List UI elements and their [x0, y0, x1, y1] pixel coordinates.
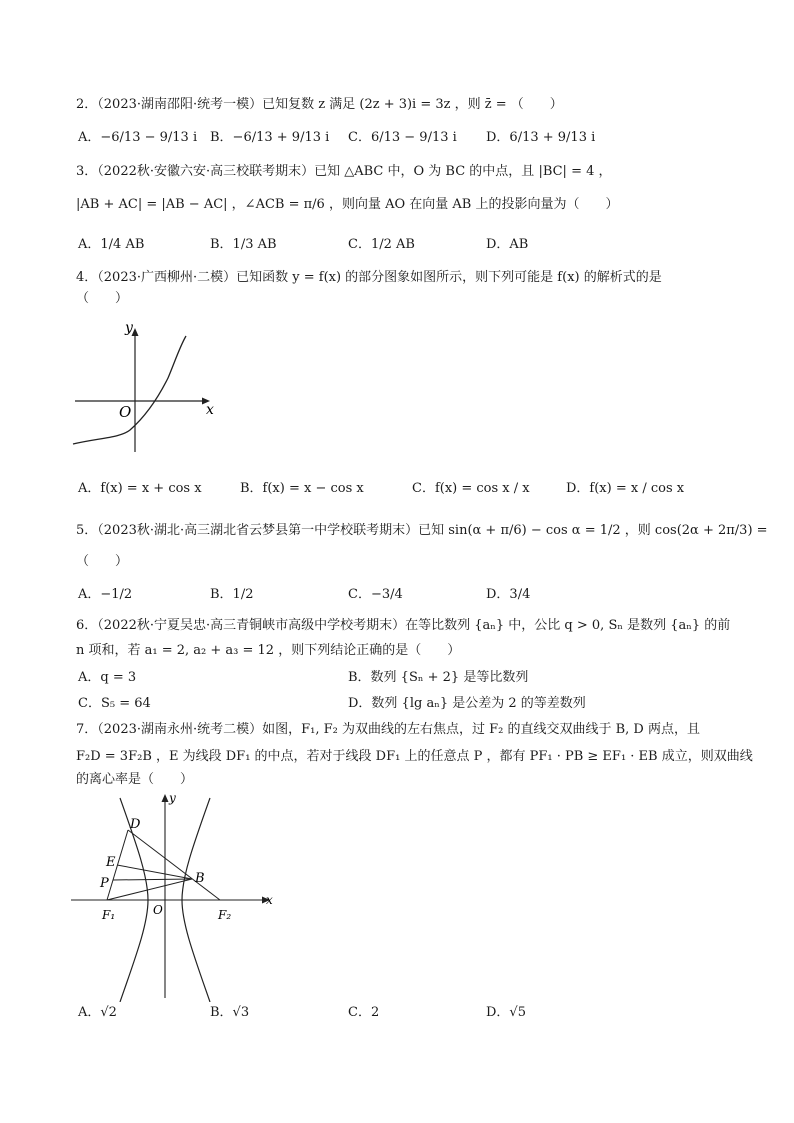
- q4-stem-line1: 4．（2023·广西柳州·二模）已知函数 y = f(x) 的部分图象如图所示，则下列可能是 f(x) 的解析式的是: [76, 270, 662, 285]
- q7-stem-line2: F₂D = 3F₂B ，E 为线段 DF₁ 的中点，若对于线段 DF₁ 上的任意点 P ，都有 PF₁ · PB ≥ EF₁ · EB 成立，则双曲线: [76, 749, 753, 764]
- q7-segment-eb: [117, 865, 192, 879]
- q4-option-b: B．f(x) = x − cos x: [240, 481, 364, 496]
- q3-option-d: D．AB: [486, 237, 529, 252]
- q4-origin-label: O: [119, 403, 132, 421]
- q3-option-a: A．1/4 AB: [78, 237, 145, 252]
- q4-option-a: A．f(x) = x + cos x: [78, 481, 202, 496]
- q4-option-d: D．f(x) = x / cos x: [566, 481, 685, 496]
- q7-label-e: E: [106, 855, 116, 870]
- q4-y-label: y: [125, 320, 133, 336]
- q4-x-label: x: [206, 402, 214, 418]
- q6-option-b: B．数列 {Sₙ + 2} 是等比数列: [348, 670, 529, 685]
- q7-label-d: D: [130, 817, 141, 832]
- q7-hyperbola-figure: [68, 788, 280, 1002]
- q7-label-b: B: [195, 871, 205, 886]
- q6-option-d: D．数列 {lg aₙ} 是公差为 2 的等差数列: [348, 696, 586, 711]
- q5-stem-line1: 5．（2023秋·湖北·高三湖北省云梦县第一中学校联考期末）已知 sin(α + π/6) − cos α = 1/2 ，则 cos(2α + 2π/3) =: [76, 523, 768, 538]
- q7-segment-pb: [113, 879, 192, 880]
- q2-option-d: D．6/13 + 9/13 i: [486, 130, 596, 145]
- q4-function-curve: [73, 336, 186, 444]
- q5-option-a: A．−1/2: [78, 587, 133, 602]
- q3-option-b: B．1/3 AB: [210, 237, 277, 252]
- q5-stem-line2: （ ）: [76, 554, 129, 569]
- q7-stem-line3: 的离心率是（ ）: [76, 772, 194, 787]
- q2-option-a: A．−6/13 − 9/13 i: [78, 130, 198, 145]
- q7-segment-f1b: [107, 879, 192, 900]
- q6-option-c: C．S₅ = 64: [78, 696, 151, 711]
- q7-option-b: B．√3: [210, 1005, 250, 1020]
- q4-function-graph: [68, 316, 228, 458]
- q6-stem-line1: 6．（2022秋·宁夏吴忠·高三青铜峡市高级中学校考期末）在等比数列 {aₙ} 中，公比 q > 0, Sₙ 是数列 {aₙ} 的前: [76, 618, 731, 633]
- q5-option-b: B．1/2: [210, 587, 254, 602]
- q7-y-axis-arrow: [162, 794, 169, 802]
- q7-label-y: y: [169, 791, 176, 805]
- q4-option-c: C．f(x) = cos x / x: [412, 481, 530, 496]
- q5-option-d: D．3/4: [486, 587, 531, 602]
- q7-option-c: C．2: [348, 1005, 380, 1020]
- q5-option-c: C．−3/4: [348, 587, 403, 602]
- q3-stem-line2: |AB + AC| = |AB − AC| ，∠ACB = π/6 ，则向量 AO 在向量 AB 上的投影向量为（ ）: [76, 197, 619, 212]
- q7-label-x: x: [266, 893, 273, 907]
- q7-option-d: D．√5: [486, 1005, 526, 1020]
- q6-stem-line2: n 项和，若 a₁ = 2, a₂ + a₃ = 12 ，则下列结论正确的是（ ）: [76, 643, 461, 658]
- q2-option-b: B．−6/13 + 9/13 i: [210, 130, 330, 145]
- q7-label-p: P: [100, 876, 109, 891]
- q2-stem: 2．（2023·湖南邵阳·统考一模）已知复数 z 满足 (2z + 3)i = 3z ，则 z̄ = （ ）: [76, 97, 563, 112]
- q6-option-a: A．q = 3: [78, 670, 137, 685]
- q7-stem-line1: 7．（2023·湖南永州·统考二模）如图，F₁, F₂ 为双曲线的左右焦点，过 F₂ 的直线交双曲线于 B, D 两点，且: [76, 722, 700, 737]
- q7-label-f2: F₂: [218, 908, 232, 922]
- q3-option-c: C．1/2 AB: [348, 237, 415, 252]
- q7-option-a: A．√2: [78, 1005, 117, 1020]
- q3-stem-line1: 3．（2022秋·安徽六安·高三校联考期末）已知 △ABC 中，O 为 BC 的中点，且 |BC| = 4 ，: [76, 164, 612, 179]
- q7-label-f1: F₁: [102, 908, 116, 922]
- q7-label-o: O: [153, 903, 163, 917]
- q4-stem-line2: （ ）: [76, 291, 129, 306]
- q2-option-c: C．6/13 − 9/13 i: [348, 130, 457, 145]
